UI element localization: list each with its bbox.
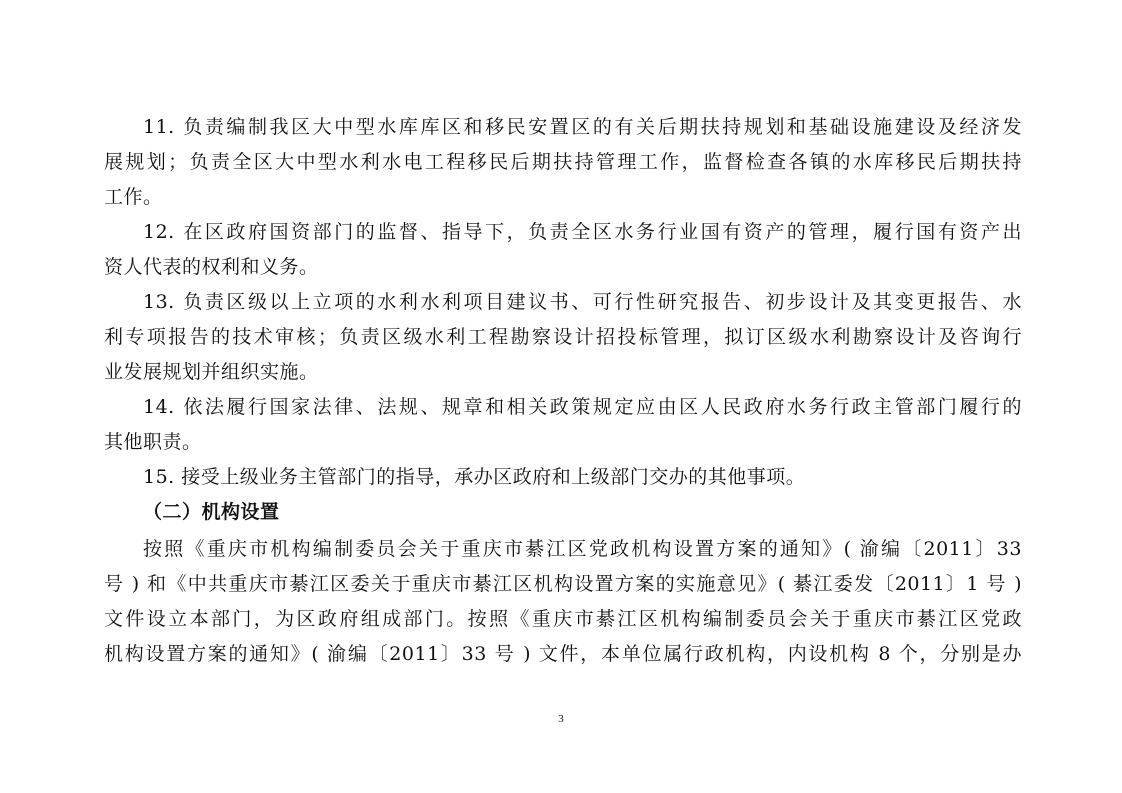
item-13-line-3: 业发展规划并组织实施。 bbox=[104, 361, 319, 383]
item-11-line-2: 展规划；负责全区大中型水利水电工程移民后期扶持管理工作，监督检查各镇的水库移民后期扶持 bbox=[104, 151, 1022, 173]
paragraph-line-3: 文件设立本部门，为区政府组成部门。按照《重庆市綦江区机构编制委员会关于重庆市綦江区党政 bbox=[104, 608, 1022, 630]
item-13-line-1: 13. 负责区级以上立项的水利水利项目建议书、可行性研究报告、初步设计及其变更报告、水 bbox=[143, 291, 1022, 313]
paragraph-line-2: 号 ) 和《中共重庆市綦江区委关于重庆市綦江区机构设置方案的实施意见》( 綦江委发〔2011〕1 号 ) bbox=[104, 573, 1022, 595]
paragraph-line-1: 按照《重庆市机构编制委员会关于重庆市綦江区党政机构设置方案的通知》( 渝编〔2011〕33 bbox=[143, 538, 1022, 560]
item-11-line-1: 11. 负责编制我区大中型水库库区和移民安置区的有关后期扶持规划和基础设施建设及经济发 bbox=[143, 116, 1022, 138]
item-11-line-3: 工作。 bbox=[104, 186, 163, 208]
page-number: 3 bbox=[558, 713, 564, 725]
item-15-line-1: 15. 接受上级业务主管部门的指导，承办区政府和上级部门交办的其他事项。 bbox=[143, 466, 806, 488]
item-13-line-2: 利专项报告的技术审核；负责区级水利工程勘察设计招投标管理，拟订区级水利勘察设计及咨询行 bbox=[104, 326, 1022, 348]
item-12-line-1: 12. 在区政府国资部门的监督、指导下，负责全区水务行业国有资产的管理，履行国有资产出 bbox=[143, 221, 1022, 243]
paragraph-line-4: 机构设置方案的通知》( 渝编〔2011〕33 号 ) 文件，本单位属行政机构，内设机构 8 个，分别是办 bbox=[104, 643, 1022, 665]
section-heading-institution-setup: （二）机构设置 bbox=[143, 501, 280, 523]
item-12-line-2: 资人代表的权利和义务。 bbox=[104, 256, 319, 278]
item-14-line-1: 14. 依法履行国家法律、法规、规章和相关政策规定应由区人民政府水务行政主管部门履行的 bbox=[143, 396, 1022, 418]
item-14-line-2: 其他职责。 bbox=[104, 431, 202, 453]
